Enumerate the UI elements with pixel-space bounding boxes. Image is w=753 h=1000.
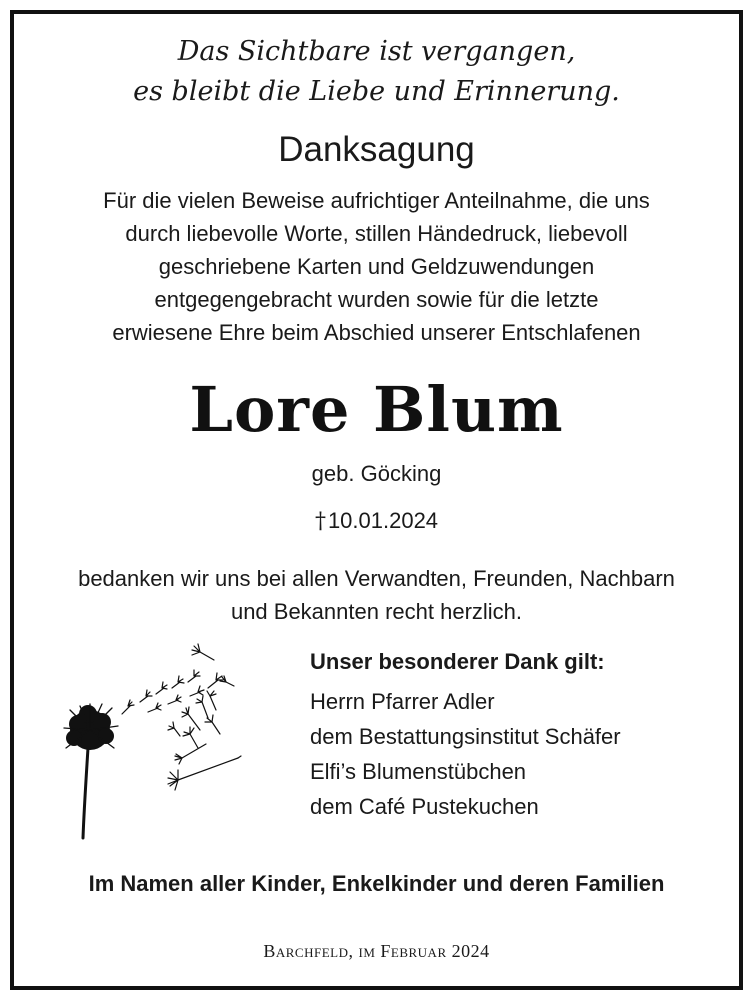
death-date-line xyxy=(0,505,753,538)
heading: Danksagung xyxy=(278,130,475,169)
deceased-name: Lore Blum xyxy=(189,373,564,446)
intro-line: durch liebevolle Worte, stillen Händedruck, liebevoll xyxy=(125,221,628,246)
special-thanks-item: Elfi’s Blumenstübchen xyxy=(310,759,527,784)
thanks-text xyxy=(0,562,753,628)
special-thanks-item: Herrn Pfarrer Adler xyxy=(310,689,495,714)
motto xyxy=(0,32,753,112)
thanks-line: und Bekannten recht herzlich. xyxy=(230,599,523,624)
intro-line: Für die vielen Beweise aufrichtiger Anteilnahme, die uns xyxy=(103,188,650,213)
special-thanks-item: dem Bestattungsinstitut Schäfer xyxy=(310,724,621,749)
dandelion-icon xyxy=(50,630,300,845)
motto-line-2: es bleibt die Liebe und Erinnerung. xyxy=(133,76,620,107)
place-date: Barchfeld, im Februar 2024 xyxy=(263,941,490,961)
intro-line: geschriebene Karten und Geldzuwendungen xyxy=(158,254,595,279)
special-thanks xyxy=(310,644,621,824)
intro-text xyxy=(0,184,753,349)
death-date: 10.01.2024 xyxy=(327,508,439,533)
maiden-name: geb. Göcking xyxy=(311,461,442,486)
special-thanks-item: dem Café Pustekuchen xyxy=(310,794,539,819)
intro-line: erwiesene Ehre beim Abschied unserer Entschlafenen xyxy=(112,320,641,345)
motto-line-1: Das Sichtbare ist vergangen, xyxy=(177,36,576,67)
special-thanks-lead: Unser besonderer Dank gilt: xyxy=(310,649,605,674)
cross-icon: † xyxy=(314,509,326,534)
thanks-line: bedanken wir uns bei allen Verwandten, Freunden, Nachbarn xyxy=(78,566,675,591)
intro-line: entgegengebracht wurden sowie für die letzte xyxy=(154,287,599,312)
family-signature: Im Namen aller Kinder, Enkelkinder und deren Familien xyxy=(88,871,665,896)
